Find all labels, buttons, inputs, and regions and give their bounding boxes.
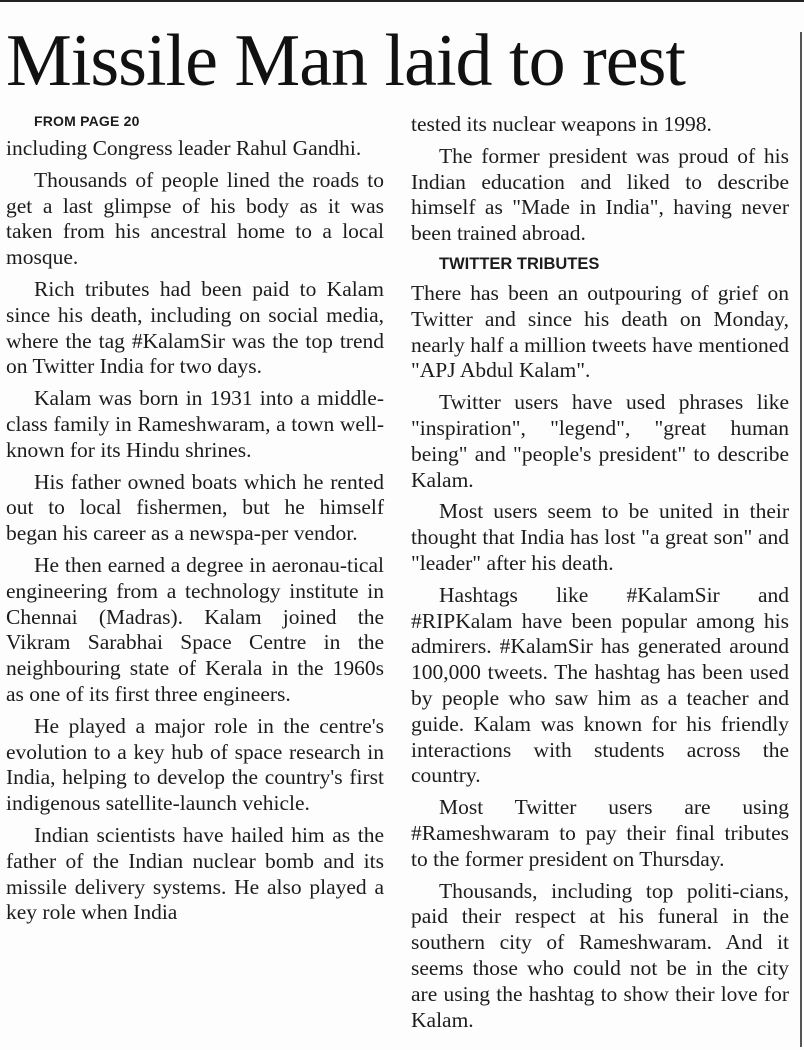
paragraph: He played a major role in the centre's evolution to a key hub of space research in India, helping to develop the country's first indigenous satellite-launch vehicle.	[6, 713, 384, 816]
paragraph: His father owned boats which he rented out to local fishermen, but he himself began his career as a newspa-per vendor.	[6, 469, 384, 546]
paragraph: Thousands of people lined the roads to get a last glimpse of his body as it was taken from his ancestral home to a local mosque.	[6, 167, 384, 270]
left-column	[6, 112, 384, 932]
paragraph: Most users seem to be united in their thought that India has lost "a great son" and "leader" after his death.	[411, 499, 789, 575]
paragraph: There has been an outpouring of grief on Twitter and since his death on Monday, nearly half a million tweets have mentioned "APJ Abdul Kalam".	[411, 280, 789, 383]
paragraph: Hashtags like #KalamSir and #RIPKalam have been popular among his admirers. #KalamSir has generated around 100,000 tweets. The hashtag has been used by people who saw him as a teacher and guide. Kalam was known for his friendly interactions with students across the country.	[411, 582, 789, 788]
subhead: TWITTER TRIBUTES	[439, 254, 600, 273]
paragraph: Indian scientists have hailed him as the father of the Indian nuclear bomb and its missile delivery systems. He also played a key role when India	[6, 822, 384, 925]
paragraph: He then earned a degree in aeronau-tical engineering from a technology institute in Chennai (Madras). Kalam joined the Vikram Sarabhai Space Centre in the neighbouring state of Kerala in the 1960s as one of its first three engineers.	[6, 552, 384, 706]
paragraph: Twitter users have used phrases like "inspiration", "legend", "great human being" and "people's president" to describe Kalam.	[411, 390, 789, 492]
paragraph: The former president was proud of his Indian education and liked to describe himself as "Made in India", having never been trained abroad.	[411, 143, 789, 246]
paragraph: Thousands, including top politi-cians, paid their respect at his funeral in the southern city of Rameshwaram. And it seems those who could not be in the city are using the hashtag to show their love for Kalam.	[411, 878, 789, 1032]
right-column	[411, 112, 789, 1039]
kicker: FROM PAGE 20	[34, 113, 140, 129]
paragraph: Most Twitter users are using #Rameshwaram to pay their final tributes to the former president on Thursday.	[411, 795, 789, 871]
column-edge-rule	[800, 32, 802, 1047]
paragraph: including Congress leader Rahul Gandhi.	[6, 136, 362, 160]
top-rule	[0, 0, 804, 2]
paragraph: Kalam was born in 1931 into a middle-class family in Rameshwaram, a town well-known for its Hindu shrines.	[6, 386, 384, 462]
paragraph: tested its nuclear weapons in 1998.	[411, 112, 712, 136]
headline: Missile Man laid to rest	[6, 20, 685, 102]
paragraph: Rich tributes had been paid to Kalam since his death, including on social media, where the tag #KalamSir was the top trend on Twitter India for two days.	[6, 276, 384, 379]
